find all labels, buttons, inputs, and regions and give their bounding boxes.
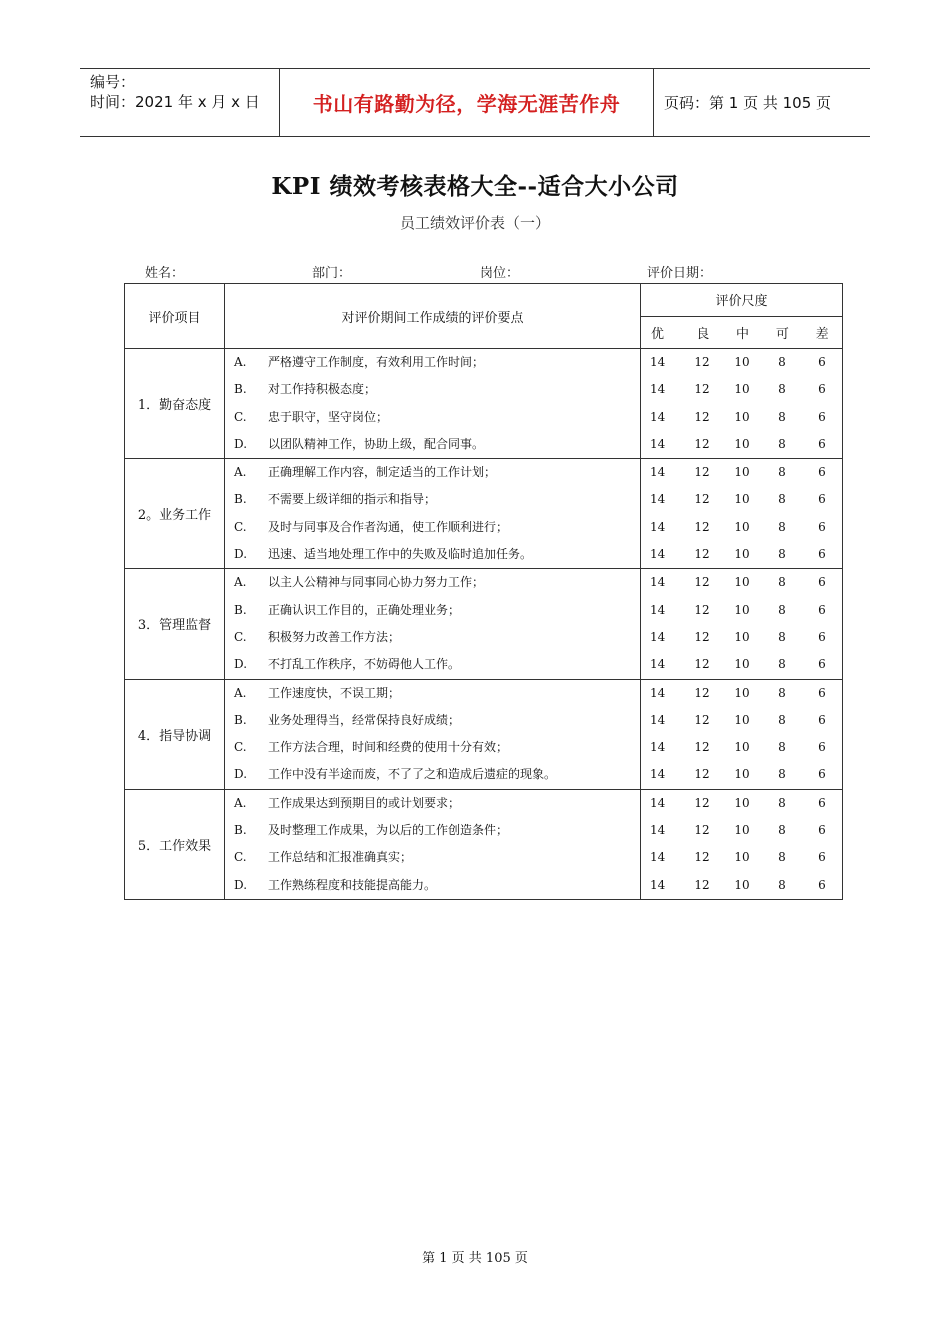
score-value: 12: [694, 823, 710, 838]
col-header-scale: 评价尺度: [641, 284, 843, 317]
score-row: [641, 761, 842, 788]
score-value: 14: [650, 382, 666, 397]
score-value: 14: [650, 602, 666, 617]
score-value: 6: [818, 409, 826, 424]
grade-header: [641, 316, 843, 349]
evaluation-point: [225, 790, 640, 817]
grade-label: 差: [815, 326, 829, 342]
point-text: 工作熟练程度和技能提高能力。: [268, 877, 437, 892]
score-value: 10: [734, 547, 750, 562]
score-value: 8: [778, 823, 786, 838]
score-value: 14: [650, 519, 666, 534]
score-value: 12: [694, 547, 710, 562]
point-letter: A.: [234, 685, 247, 700]
table-row: [125, 349, 843, 459]
score-value: 14: [650, 409, 666, 424]
score-value: 14: [650, 823, 666, 838]
point-letter: C.: [234, 740, 247, 755]
post-label: 岗位：: [480, 266, 520, 281]
score-value: 8: [778, 492, 786, 507]
point-letter: B.: [234, 712, 247, 727]
point-text: 工作方法合理，时间和经费的使用十分有效；: [268, 740, 509, 755]
score-value: 12: [694, 795, 710, 810]
score-value: 12: [694, 436, 710, 451]
score-row: [641, 624, 842, 651]
score-value: 8: [778, 547, 786, 562]
score-value: 8: [778, 767, 786, 782]
score-value: 14: [650, 877, 666, 892]
point-text: 忠于职守，坚守岗位；: [268, 409, 389, 424]
scores-cell: [641, 459, 843, 569]
score-value: 14: [650, 492, 666, 507]
point-letter: A.: [234, 795, 247, 810]
scores-cell: [641, 569, 843, 679]
score-value: 10: [734, 575, 750, 590]
point-letter: D.: [234, 436, 248, 451]
score-value: 10: [734, 795, 750, 810]
score-value: 8: [778, 382, 786, 397]
evaluation-point: [225, 541, 640, 568]
score-value: 6: [818, 877, 826, 892]
evaluation-point: [225, 734, 640, 761]
score-value: 14: [650, 850, 666, 865]
category-cell: 5．工作效果: [125, 789, 225, 899]
point-letter: C.: [234, 629, 247, 644]
score-row: [641, 680, 842, 707]
document-title: KPI 绩效考核表格大全--适合大小公司: [271, 173, 679, 200]
evaluation-point: [225, 431, 640, 458]
score-value: 6: [818, 436, 826, 451]
grade-label: 优: [651, 326, 665, 342]
score-value: 10: [734, 767, 750, 782]
score-value: 8: [778, 519, 786, 534]
document-subtitle: 员工绩效评价表（一）: [399, 214, 550, 232]
points-cell: [225, 349, 641, 459]
score-value: 10: [734, 823, 750, 838]
score-value: 6: [818, 492, 826, 507]
evaluation-table: [124, 283, 843, 900]
page-info: 页码：第 1 页 共 105 页: [664, 94, 832, 112]
evaluation-point: [225, 597, 640, 624]
point-text: 以团队精神工作，协助上级，配合同事。: [268, 436, 485, 451]
scores-cell: [641, 349, 843, 459]
score-value: 6: [818, 602, 826, 617]
col-header-item: 评价项目: [125, 284, 225, 349]
score-row: [641, 404, 842, 431]
score-value: 10: [734, 355, 750, 369]
point-text: 不打乱工作秩序，不妨碍他人工作。: [268, 657, 461, 672]
score-row: [641, 514, 842, 541]
score-value: 14: [650, 685, 666, 700]
grade-label: 可: [775, 326, 789, 342]
points-cell: [225, 679, 641, 789]
point-text: 工作中没有半途而废，不了了之和造成后遗症的现象。: [268, 767, 557, 782]
date-label: 评价日期：: [647, 266, 713, 281]
evaluation-point: [225, 404, 640, 431]
point-text: 迅速、适当地处理工作中的失败及临时追加任务。: [268, 547, 533, 562]
score-value: 8: [778, 436, 786, 451]
points-cell: [225, 459, 641, 569]
score-value: 14: [650, 629, 666, 644]
score-value: 6: [818, 355, 826, 369]
score-value: 12: [694, 850, 710, 865]
score-row: [641, 541, 842, 568]
score-value: 12: [694, 355, 710, 369]
evaluation-point: [225, 872, 640, 899]
score-value: 14: [650, 355, 666, 369]
score-value: 8: [778, 575, 786, 590]
score-value: 6: [818, 657, 826, 672]
point-text: 以主人公精神与同事同心协力努力工作；: [268, 575, 485, 590]
point-letter: C.: [234, 409, 247, 424]
score-value: 10: [734, 409, 750, 424]
score-value: 6: [818, 795, 826, 810]
point-letter: B.: [234, 823, 247, 838]
point-letter: D.: [234, 657, 248, 672]
score-value: 14: [650, 712, 666, 727]
point-letter: D.: [234, 547, 248, 562]
score-value: 14: [650, 740, 666, 755]
category-cell: 4．指导协调: [125, 679, 225, 789]
page-footer: 第 1 页 共 105 页: [422, 1251, 528, 1266]
scores-cell: [641, 789, 843, 899]
score-value: 12: [694, 767, 710, 782]
evaluation-point: [225, 651, 640, 678]
score-value: 12: [694, 492, 710, 507]
score-value: 12: [694, 382, 710, 397]
evaluation-point: [225, 761, 640, 788]
evaluation-point: [225, 844, 640, 871]
score-row: [641, 597, 842, 624]
score-row: [641, 459, 842, 486]
score-value: 6: [818, 685, 826, 700]
point-text: 正确认识工作目的，正确处理业务；: [268, 602, 461, 617]
evaluation-point: [225, 459, 640, 486]
point-letter: C.: [234, 850, 247, 865]
score-row: [641, 349, 842, 376]
point-text: 积极努力改善工作方法；: [268, 629, 401, 644]
time-label: 时间：2021 年 x 月 x 日: [90, 93, 260, 111]
score-value: 6: [818, 823, 826, 838]
evaluation-point: [225, 569, 640, 596]
evaluation-point: [225, 817, 640, 844]
point-text: 工作速度快，不误工期；: [268, 685, 401, 700]
score-value: 10: [734, 850, 750, 865]
evaluation-point: [225, 707, 640, 734]
score-value: 10: [734, 465, 750, 480]
score-value: 6: [818, 575, 826, 590]
score-value: 10: [734, 602, 750, 617]
score-value: 10: [734, 712, 750, 727]
score-value: 8: [778, 877, 786, 892]
score-value: 8: [778, 712, 786, 727]
point-text: 不需要上级详细的指示和指导；: [268, 492, 437, 507]
points-cell: [225, 789, 641, 899]
score-value: 14: [650, 657, 666, 672]
score-value: 6: [818, 519, 826, 534]
score-row: [641, 431, 842, 458]
point-text: 及时整理工作成果，为以后的工作创造条件；: [268, 823, 509, 838]
score-value: 12: [694, 409, 710, 424]
info-row: [0, 262, 950, 280]
point-letter: D.: [234, 877, 248, 892]
score-value: 8: [778, 465, 786, 480]
score-value: 12: [694, 629, 710, 644]
score-row: [641, 376, 842, 403]
score-value: 10: [734, 436, 750, 451]
score-value: 12: [694, 712, 710, 727]
score-value: 14: [650, 795, 666, 810]
score-value: 12: [694, 575, 710, 590]
category-cell: 1．勤奋态度: [125, 349, 225, 459]
score-row: [641, 734, 842, 761]
score-row: [641, 569, 842, 596]
point-letter: A.: [234, 465, 247, 480]
score-value: 6: [818, 850, 826, 865]
score-value: 14: [650, 436, 666, 451]
point-letter: A.: [234, 355, 247, 369]
score-row: [641, 707, 842, 734]
score-row: [641, 817, 842, 844]
score-value: 6: [818, 465, 826, 480]
point-letter: B.: [234, 382, 247, 397]
score-value: 14: [650, 465, 666, 480]
score-value: 12: [694, 685, 710, 700]
score-value: 8: [778, 602, 786, 617]
score-value: 6: [818, 767, 826, 782]
motto: 书山有路勤为径，学海无涯苦作舟: [280, 69, 654, 136]
evaluation-point: [225, 376, 640, 403]
score-row: [641, 872, 842, 899]
point-text: 工作总结和汇报准确真实；: [268, 850, 413, 865]
number-label: 编号：: [90, 73, 136, 91]
score-value: 12: [694, 877, 710, 892]
score-value: 12: [694, 657, 710, 672]
point-letter: B.: [234, 492, 247, 507]
point-text: 对工作持积极态度；: [268, 382, 377, 397]
grade-label: 中: [736, 326, 750, 342]
col-header-points: 对评价期间工作成绩的评价要点: [225, 284, 641, 349]
score-value: 14: [650, 547, 666, 562]
table-row: [125, 679, 843, 789]
evaluation-point: [225, 624, 640, 651]
table-row: [125, 459, 843, 569]
score-row: [641, 844, 842, 871]
score-value: 10: [734, 629, 750, 644]
point-letter: C.: [234, 519, 247, 534]
name-label: 姓名：: [145, 266, 185, 281]
score-value: 6: [818, 547, 826, 562]
evaluation-point: [225, 486, 640, 513]
score-value: 8: [778, 795, 786, 810]
score-value: 8: [778, 629, 786, 644]
score-value: 8: [778, 740, 786, 755]
score-value: 6: [818, 712, 826, 727]
point-text: 正确理解工作内容，制定适当的工作计划；: [268, 465, 497, 480]
score-value: 14: [650, 575, 666, 590]
scores-cell: [641, 679, 843, 789]
score-value: 8: [778, 355, 786, 369]
score-value: 10: [734, 492, 750, 507]
score-value: 10: [734, 740, 750, 755]
score-value: 8: [778, 850, 786, 865]
table-row: [125, 569, 843, 679]
score-value: 8: [778, 409, 786, 424]
score-value: 10: [734, 685, 750, 700]
header-meta: [80, 69, 280, 136]
score-value: 12: [694, 602, 710, 617]
point-text: 业务处理得当，经常保持良好成绩；: [268, 712, 461, 727]
score-value: 10: [734, 657, 750, 672]
score-value: 6: [818, 740, 826, 755]
point-letter: B.: [234, 602, 247, 617]
score-value: 14: [650, 767, 666, 782]
category-cell: 3．管理监督: [125, 569, 225, 679]
score-row: [641, 651, 842, 678]
score-value: 8: [778, 685, 786, 700]
table-row: [125, 789, 843, 899]
evaluation-point: [225, 514, 640, 541]
category-cell: 2。业务工作: [125, 459, 225, 569]
score-value: 10: [734, 519, 750, 534]
score-value: 6: [818, 382, 826, 397]
evaluation-point: [225, 680, 640, 707]
point-text: 严格遵守工作制度，有效利用工作时间；: [268, 355, 485, 369]
score-value: 12: [694, 740, 710, 755]
score-value: 12: [694, 465, 710, 480]
point-text: 及时与同事及合作者沟通，使工作顺利进行；: [268, 519, 509, 534]
points-cell: [225, 569, 641, 679]
point-letter: D.: [234, 767, 248, 782]
score-row: [641, 790, 842, 817]
score-value: 10: [734, 382, 750, 397]
dept-label: 部门：: [312, 266, 352, 281]
score-value: 8: [778, 657, 786, 672]
score-value: 12: [694, 519, 710, 534]
score-value: 6: [818, 629, 826, 644]
score-row: [641, 486, 842, 513]
document-header: [80, 68, 870, 137]
point-letter: A.: [234, 575, 247, 590]
point-text: 工作成果达到预期目的或计划要求；: [268, 795, 461, 810]
evaluation-point: [225, 349, 640, 376]
score-value: 10: [734, 877, 750, 892]
grade-label: 良: [696, 326, 710, 342]
